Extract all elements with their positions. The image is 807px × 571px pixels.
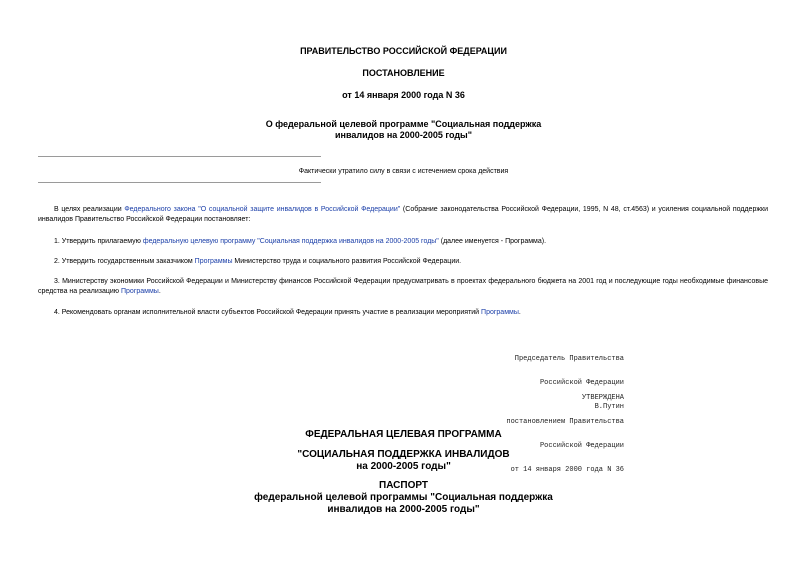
approval-stamp: УТВЕРЖДЕНА постановлением Правительства Российской Федерации от 14 января 2000 года N 36 [506,394,624,474]
program-title: ФЕДЕРАЛЬНАЯ ЦЕЛЕВАЯ ПРОГРАММА [305,429,502,440]
signature-block: Председатель Правительства Российской Федерации В.Путин [514,355,624,411]
document-title-line-2: инвалидов на 2000-2005 годы" [334,130,473,140]
program-link[interactable]: федеральную целевую программу "Социальная поддержка инвалидов на 2000-2005 годы" [142,238,439,245]
paragraph-preamble: В целях реализации Федерального закона "О социальной защите инвалидов в Российской Федерации" (Собрание законодательства Российской Федерации, 1995, N 48, ст.4563) и усиления социальной поддержки инвалидов Правительство Российской Федерации постановляет: [38,206,768,223]
program-name: "СОЦИАЛЬНАЯ ПОДДЕРЖКА ИНВАЛИДОВ на 2000-2005 годы" [297,449,510,472]
paragraph-3: 3. Министерству экономики Российской Федерации и Министерству финансов Российской Федерации предусматривать в проектах федерального бюджета на 2001 год и последующие годы необходимые финансовые средства на реализацию Программы. [38,278,768,295]
program-link[interactable]: Программы [121,287,159,295]
federal-law-link[interactable]: Федерального закона "О социальной защите инвалидов в Российской Федерации" [124,206,401,213]
document-date: от 14 января 2000 года N 36 [342,90,465,100]
program-link[interactable]: Программы [481,309,519,316]
government-heading: ПРАВИТЕЛЬСТВО РОССИЙСКОЙ ФЕДЕРАЦИИ [300,46,507,56]
passport-heading: ПАСПОРТ [379,480,428,491]
document-type: ПОСТАНОВЛЕНИЕ [362,68,445,78]
divider-top [38,156,321,157]
divider-bottom [38,182,321,183]
paragraph-2: 2. Утвердить государственным заказчиком Программы Министерство труда и социального развития Российской Федерации. [54,258,462,265]
status-note: Фактически утратило силу в связи с истечением срока действия [298,168,509,175]
document-title-line-1: О федеральной целевой программе "Социальная поддержка [265,119,542,129]
document-title [0,119,807,141]
paragraph-1: 1. Утвердить прилагаемую федеральную целевую программу "Социальная поддержка инвалидов на 2000-2005 годы" (далее именуется - Программа). [54,238,547,245]
passport-subtitle: федеральной целевой программы "Социальная поддержка инвалидов на 2000-2005 годы" [254,492,553,515]
program-link[interactable]: Программы [194,258,233,265]
paragraph-4: 4. Рекомендовать органам исполнительной власти субъектов Российской Федерации принять участие в реализации мероприятий Программы. [54,309,521,316]
